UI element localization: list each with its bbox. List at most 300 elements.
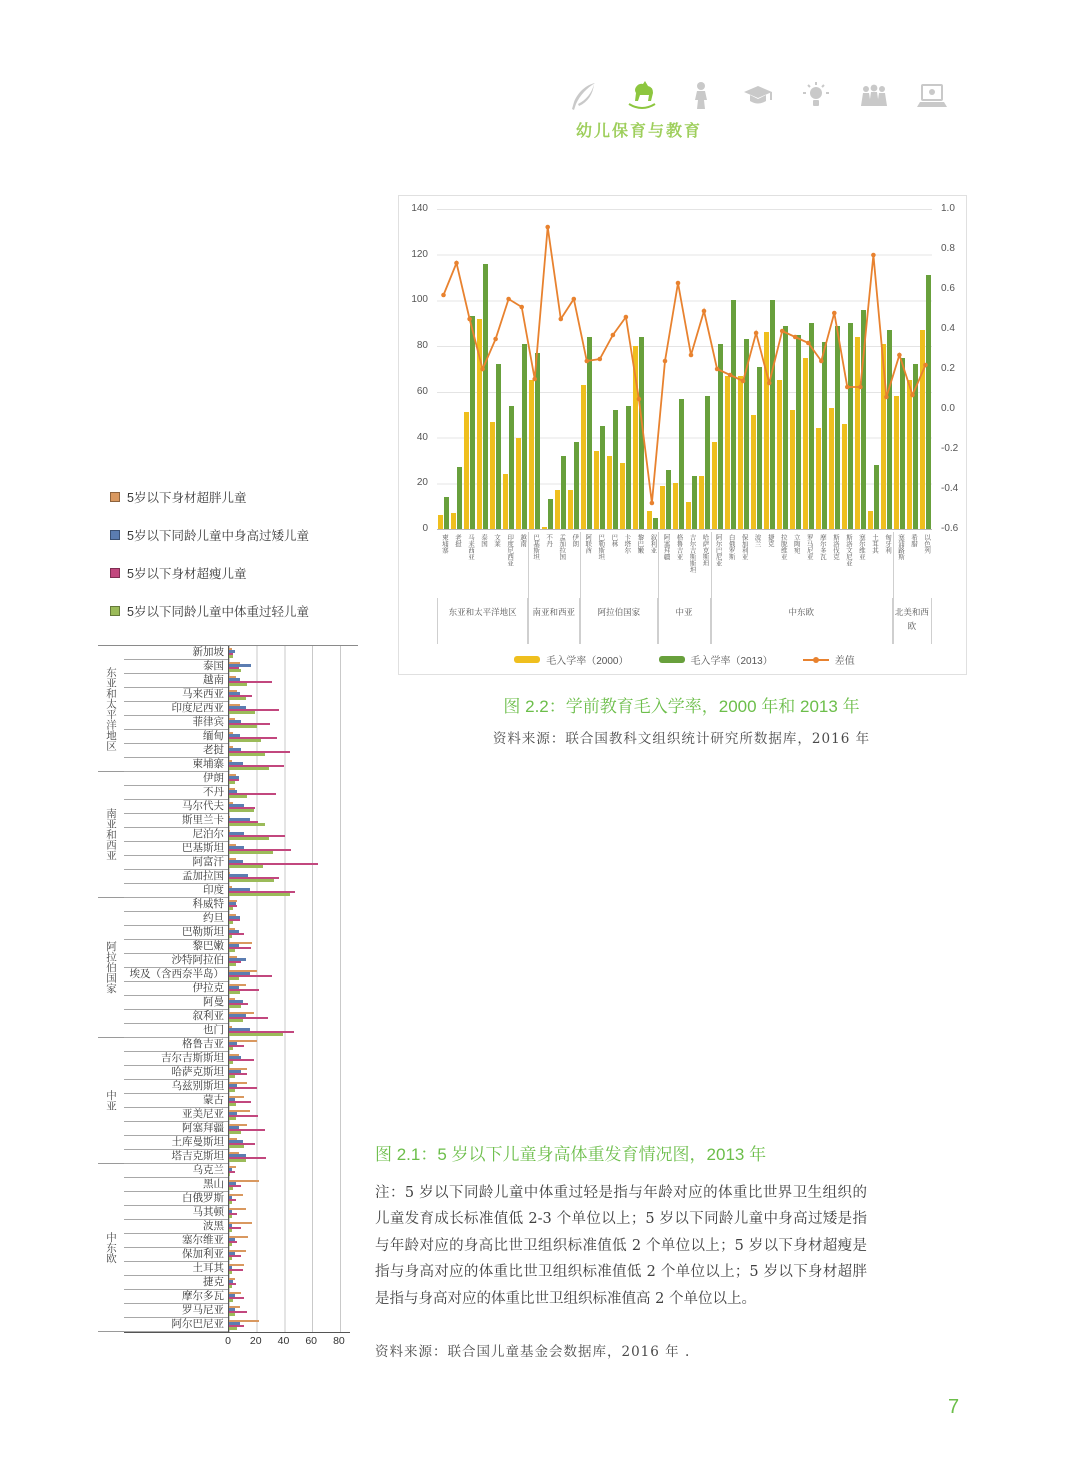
country-label: 马尔代夫 [124, 800, 228, 814]
country-x-label: 捷克 [766, 534, 774, 547]
country-row [124, 884, 350, 898]
country-label: 保加利亚 [124, 1248, 228, 1262]
country-x-label: 波兰 [753, 534, 761, 547]
value-bar [229, 1327, 237, 1329]
country-x-label: 阿塞拜疆 [662, 534, 670, 560]
line-swatch [803, 659, 829, 661]
bar-pair [450, 209, 463, 529]
value-bar [229, 893, 290, 895]
country-x-label: 以色列 [923, 534, 931, 554]
country-x-label: 保加利亚 [740, 534, 748, 560]
region-label: 中亚 [658, 598, 710, 644]
country-bars [228, 1178, 350, 1192]
bar-pair [632, 209, 645, 529]
country-bars [228, 1262, 350, 1276]
left-axis-tick: 140 [411, 203, 428, 214]
country-x-label: 土耳其 [870, 534, 878, 554]
x-tick-label: 60 [305, 1335, 318, 1347]
country-label: 缅甸 [124, 730, 228, 744]
country-bars [228, 772, 350, 786]
country-x-label: 老挝 [453, 534, 461, 547]
country-row [124, 1234, 350, 1248]
country-row [124, 1038, 350, 1052]
country-x-label: 斯洛伐克 [831, 534, 839, 560]
value-bar [229, 655, 233, 657]
bar-2000 [633, 346, 638, 529]
figure-2-1-source: 资料来源：联合国儿童基金会数据库，2016 年 . [375, 1344, 691, 1360]
bar-2013 [861, 310, 866, 529]
bar-pair [659, 209, 672, 529]
country-x-label: 孟加拉国 [558, 534, 566, 560]
x-tick-label: 80 [333, 1335, 345, 1347]
value-bar [229, 1145, 244, 1147]
bar-2013 [770, 300, 775, 529]
bar-2013 [757, 367, 762, 529]
value-bar [229, 1222, 252, 1224]
legend-item [110, 488, 309, 506]
country-row [124, 772, 350, 786]
country-bars [228, 646, 350, 660]
legend-item [110, 564, 309, 582]
country-row [124, 842, 350, 856]
x-tick-label: 40 [277, 1335, 290, 1347]
bar-2000 [464, 412, 469, 529]
bar-2013 [444, 497, 449, 529]
region-label: 中东欧 [711, 598, 893, 644]
country-label: 伊拉克 [124, 982, 228, 996]
value-bar [229, 935, 232, 937]
bar-pair [593, 209, 606, 529]
value-bar [229, 1103, 236, 1105]
country-bars [228, 758, 350, 772]
bar-pair [919, 209, 932, 529]
country-label: 沙特阿拉伯 [124, 954, 228, 968]
country-label: 塔吉克斯坦 [124, 1150, 228, 1164]
country-row [124, 1220, 350, 1234]
bar-pair [854, 209, 867, 529]
country-x-label: 阿联酋 [584, 534, 592, 554]
right-axis-tick: -0.6 [941, 523, 959, 534]
bar-2000 [555, 490, 560, 529]
bar-2013 [666, 470, 671, 529]
country-bars [228, 1164, 350, 1178]
country-x-label: 泰国 [480, 534, 488, 547]
country-row [124, 940, 350, 954]
country-bars [228, 1108, 350, 1122]
bar-2013 [887, 330, 892, 529]
value-bar [229, 1215, 232, 1217]
bar-2000 [647, 511, 652, 529]
country-label: 波黑 [124, 1220, 228, 1234]
value-bar [229, 1201, 232, 1203]
bar-2013 [522, 344, 527, 529]
bar-2013 [705, 396, 710, 529]
legend-label: 5岁以下身材超胖儿童 [127, 491, 247, 505]
country-row [124, 786, 350, 800]
country-row [124, 912, 350, 926]
country-row [124, 716, 350, 730]
country-bars [228, 716, 350, 730]
country-label: 也门 [124, 1024, 228, 1038]
country-bars [228, 996, 350, 1010]
country-label: 尼泊尔 [124, 828, 228, 842]
legend-label: 毛入学率（2013） [690, 656, 773, 667]
series-swatch [110, 568, 120, 578]
value-bar [229, 1285, 232, 1287]
country-label: 孟加拉国 [124, 870, 228, 884]
country-row [124, 996, 350, 1010]
country-x-label: 塞浦路斯 [897, 534, 905, 560]
bar-2013 [613, 410, 618, 529]
country-row [124, 1262, 350, 1276]
country-bars [228, 1220, 350, 1234]
country-x-label: 不丹 [545, 534, 553, 547]
bar-pair [893, 209, 906, 529]
country-row [124, 1080, 350, 1094]
bar-2000 [842, 424, 847, 529]
value-bar [229, 1229, 232, 1231]
country-row [124, 758, 350, 772]
country-bars [228, 1080, 350, 1094]
region-label: 阿拉伯国家 [98, 898, 124, 1038]
bar-2000 [477, 319, 482, 529]
country-x-label: 卡塔尔 [623, 534, 631, 554]
value-bar [229, 809, 254, 811]
region-label: 中亚 [98, 1038, 124, 1164]
bar-2000 [790, 410, 795, 529]
right-axis-tick: 0.0 [941, 403, 955, 414]
figure-2-1-note: 注：5 岁以下同龄儿童中体重过轻是指与年龄对应的体重比世界卫生组织的儿童发育成长标准值低 2-3 个单位以上；5 岁以下同龄儿童中身高过矮是指与年龄对应的身高比世卫组织标准值低 2 个单位以上；5 岁以下身材超瘦是指与身高对应的体重比世卫组织标准值低 2 个单位以上；5 岁以下身材超胖是指与身高对应的体重比世卫组织标准值高 2 个单位以上。 [375, 1185, 867, 1307]
series-swatch [110, 492, 120, 502]
rocking-horse-icon [626, 80, 658, 112]
value-bar [229, 1005, 241, 1007]
bar-pair [698, 209, 711, 529]
country-label: 马其顿 [124, 1206, 228, 1220]
left-axis-tick: 120 [411, 248, 428, 260]
country-row [124, 870, 350, 884]
region-label: 中东欧 [98, 1164, 124, 1332]
country-label: 黑山 [124, 1178, 228, 1192]
value-bar [229, 767, 269, 769]
country-bars [228, 674, 350, 688]
country-row [124, 1178, 350, 1192]
country-x-label: 罗马尼亚 [805, 534, 813, 560]
left-axis-tick: 0 [422, 523, 428, 534]
enrollment-left-axis [399, 203, 432, 534]
bar-2013 [509, 406, 514, 529]
bar-2013 [744, 339, 749, 529]
bar-2013 [548, 499, 553, 529]
country-label: 哈萨克斯坦 [124, 1066, 228, 1080]
country-row [124, 828, 350, 842]
country-row [124, 660, 350, 674]
value-bar [229, 991, 240, 993]
country-label: 马来西亚 [124, 688, 228, 702]
nutrition-x-axis [124, 1332, 350, 1349]
bar-2013 [574, 442, 579, 529]
bar-2000 [829, 408, 834, 529]
region-label: 北美和西欧 [893, 598, 932, 644]
country-bars [228, 786, 350, 800]
bar-2000 [451, 513, 456, 529]
bar-2000 [568, 490, 573, 529]
bar-2000 [686, 502, 691, 529]
country-bars [228, 814, 350, 828]
country-label: 科威特 [124, 898, 228, 912]
country-bars [228, 1094, 350, 1108]
country-x-label: 拉脱维亚 [779, 534, 787, 560]
bar-2000 [699, 476, 704, 529]
region-label: 阿拉伯国家 [580, 598, 658, 644]
value-bar [229, 1187, 233, 1189]
country-row [124, 814, 350, 828]
bar-2013 [809, 323, 814, 529]
bar-2013 [626, 406, 631, 529]
figure-2-2-caption: 图 2.2：学前教育毛入学率，2000 年和 2013 年 [503, 697, 860, 716]
bar-pair [750, 209, 763, 529]
legend-label: 5岁以下同龄儿童中体重过轻儿童 [127, 605, 309, 619]
country-label: 塞尔维亚 [124, 1234, 228, 1248]
country-label: 斯里兰卡 [124, 814, 228, 828]
country-x-label: 伊朗 [571, 534, 579, 547]
country-x-label: 巴勒斯坦 [597, 534, 605, 560]
bar-2000 [516, 438, 521, 529]
lightbulb-icon [800, 80, 832, 112]
country-label: 新加坡 [124, 646, 228, 660]
left-axis-tick: 40 [416, 431, 428, 443]
country-bars [228, 1318, 350, 1332]
legend-item [659, 652, 773, 667]
country-x-label: 匈牙利 [883, 534, 891, 554]
country-bars [228, 1248, 350, 1262]
country-x-label: 希腊 [910, 534, 918, 547]
country-label: 罗马尼亚 [124, 1304, 228, 1318]
child-icon [684, 80, 716, 112]
region-block [98, 1164, 358, 1332]
value-bar [229, 865, 263, 867]
region-block [98, 1038, 358, 1164]
country-label: 蒙古 [124, 1094, 228, 1108]
bar-2000 [529, 380, 534, 529]
country-row [124, 1248, 350, 1262]
country-row [124, 898, 350, 912]
country-label: 不丹 [124, 786, 228, 800]
right-axis-tick: -0.2 [941, 443, 959, 454]
country-x-label: 巴林 [610, 534, 618, 547]
bar-pair [776, 209, 789, 529]
country-x-label: 塞尔维亚 [857, 534, 865, 560]
country-bars [228, 940, 350, 954]
bar-2013 [470, 316, 475, 529]
country-row [124, 926, 350, 940]
country-bars [228, 1150, 350, 1164]
country-bars [228, 688, 350, 702]
country-label: 阿曼 [124, 996, 228, 1010]
country-row [124, 856, 350, 870]
value-bar [229, 1089, 235, 1091]
country-bars [228, 1052, 350, 1066]
bar-pair [567, 209, 580, 529]
country-row [124, 1052, 350, 1066]
country-row [124, 1304, 350, 1318]
bar-swatch [514, 656, 540, 663]
value-bar [229, 1047, 233, 1049]
bar-2013 [822, 342, 827, 529]
left-axis-tick: 60 [416, 385, 428, 397]
bar-pair [867, 209, 880, 529]
graduation-cap-icon [742, 80, 774, 112]
country-row [124, 1108, 350, 1122]
country-bars [228, 856, 350, 870]
country-x-label: 吉尔吉斯斯坦 [688, 534, 696, 573]
bar-2013 [639, 337, 644, 529]
country-label: 格鲁吉亚 [124, 1038, 228, 1052]
bar-2013 [900, 358, 905, 529]
value-bar [229, 669, 241, 671]
bar-pair [789, 209, 802, 529]
value-bar [229, 781, 235, 783]
bar-2000 [503, 474, 508, 529]
series-swatch [110, 606, 120, 616]
right-axis-tick: 0.8 [941, 243, 955, 254]
bar-2000 [738, 376, 743, 529]
bar-2000 [907, 380, 912, 529]
country-label: 巴基斯坦 [124, 842, 228, 856]
country-x-label: 阿尔巴尼亚 [714, 534, 722, 567]
country-row [124, 1164, 350, 1178]
laptop-icon [916, 80, 948, 112]
value-bar [229, 1131, 241, 1133]
country-bars [228, 1234, 350, 1248]
right-axis-tick: -0.4 [941, 483, 959, 494]
country-bars [228, 1010, 350, 1024]
country-x-label: 文莱 [493, 534, 501, 547]
value-bar [229, 1117, 236, 1119]
country-label: 叙利亚 [124, 1010, 228, 1024]
left-axis-tick: 80 [416, 340, 428, 352]
country-bars [228, 1206, 350, 1220]
bar-2000 [490, 422, 495, 529]
country-bars [228, 926, 350, 940]
bar-2000 [816, 428, 821, 529]
right-axis-tick: 0.2 [941, 363, 955, 374]
country-row [124, 688, 350, 702]
country-label: 越南 [124, 674, 228, 688]
bar-2013 [483, 264, 488, 529]
country-x-label: 立陶宛 [792, 534, 800, 554]
page-number: 7 [948, 1396, 960, 1418]
value-bar [229, 823, 265, 825]
bar-2013 [587, 337, 592, 529]
country-row [124, 1010, 350, 1024]
value-bar [229, 1159, 246, 1161]
country-row [124, 674, 350, 688]
legend-label: 毛入学率（2000） [546, 656, 629, 667]
region-label: 东亚和太平洋地区 [98, 646, 124, 772]
bar-2000 [920, 330, 925, 529]
country-label: 土库曼斯坦 [124, 1136, 228, 1150]
bar-pair [685, 209, 698, 529]
feather-icon [568, 80, 600, 112]
country-bars [228, 1038, 350, 1052]
country-row [124, 1192, 350, 1206]
country-bars [228, 800, 350, 814]
country-bars [228, 968, 350, 982]
country-label: 摩尔多瓦 [124, 1290, 228, 1304]
bar-2013 [835, 326, 840, 529]
country-bars [228, 870, 350, 884]
bar-pair [737, 209, 750, 529]
value-bar [229, 711, 255, 713]
country-label: 黎巴嫩 [124, 940, 228, 954]
value-bar [229, 921, 233, 923]
region-label: 南亚和西亚 [98, 772, 124, 898]
bar-pair [841, 209, 854, 529]
bar-2013 [679, 399, 684, 529]
bar-2000 [881, 344, 886, 529]
bar-2013 [926, 275, 931, 529]
bar-pair [528, 209, 541, 529]
country-row [124, 730, 350, 744]
country-label: 亚美尼亚 [124, 1108, 228, 1122]
bar-2000 [594, 451, 599, 529]
value-bar [229, 1257, 232, 1259]
country-bars [228, 954, 350, 968]
country-x-label: 越南 [519, 534, 527, 547]
country-label: 柬埔寨 [124, 758, 228, 772]
region-label: 东亚和太平洋地区 [437, 598, 528, 644]
value-bar [229, 949, 235, 951]
country-x-label: 斯洛文尼亚 [844, 534, 852, 567]
country-bars [228, 842, 350, 856]
bar-2000 [868, 511, 873, 529]
country-label: 伊朗 [124, 772, 228, 786]
bar-pair [828, 209, 841, 529]
country-label: 阿尔巴尼亚 [124, 1318, 228, 1332]
country-row [124, 1094, 350, 1108]
country-row [124, 982, 350, 996]
legend-item [110, 526, 309, 544]
bar-pair [606, 209, 619, 529]
bar-2000 [542, 527, 547, 529]
bar-pair [672, 209, 685, 529]
value-bar [229, 1173, 230, 1175]
country-bars [228, 1290, 350, 1304]
country-bars [228, 1136, 350, 1150]
bar-pair [880, 209, 893, 529]
country-row [124, 1122, 350, 1136]
legend-label: 差值 [834, 656, 855, 667]
bar-2000 [777, 380, 782, 529]
value-bar [229, 725, 257, 727]
country-bars [228, 1122, 350, 1136]
bar-pair [646, 209, 659, 529]
bar-pair [619, 209, 632, 529]
country-x-label: 巴基斯坦 [532, 534, 540, 560]
bar-pair [724, 209, 737, 529]
country-label: 白俄罗斯 [124, 1192, 228, 1206]
country-label: 吉尔吉斯斯坦 [124, 1052, 228, 1066]
country-bars [228, 898, 350, 912]
nutrition-legend [110, 488, 309, 620]
region-label: 南亚和西亚 [528, 598, 580, 644]
right-axis-tick: 0.6 [941, 283, 955, 294]
bar-pair [476, 209, 489, 529]
country-bars [228, 744, 350, 758]
country-label: 巴勒斯坦 [124, 926, 228, 940]
country-label: 乌克兰 [124, 1164, 228, 1178]
legend-item [110, 602, 309, 620]
